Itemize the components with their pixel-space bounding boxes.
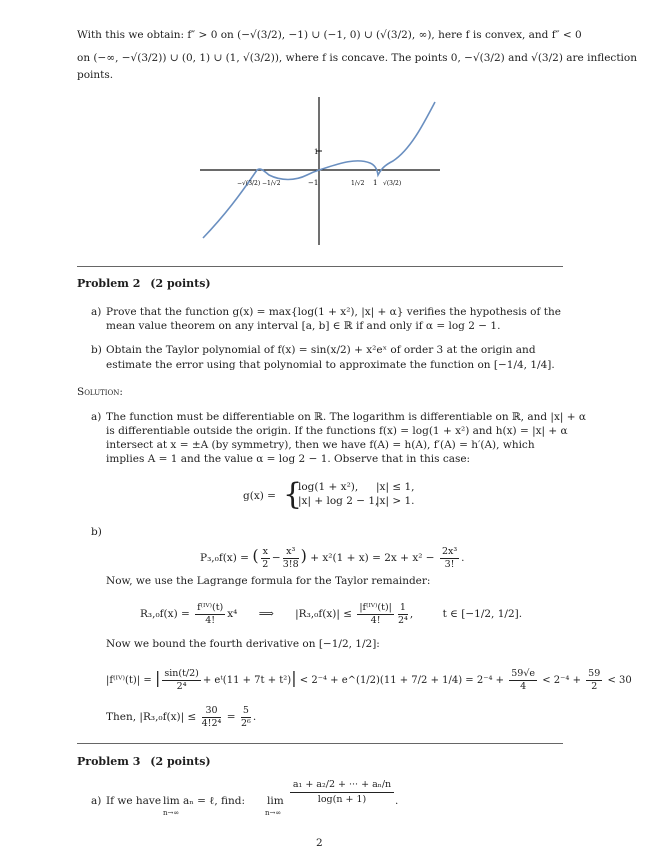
bound-intro: Now we bound the fourth derivative on [−1/2, 1/2]:: [106, 638, 380, 650]
g-case2: |x| + log 2 − 1,: [298, 495, 379, 507]
problem2-a-line1: Prove that the function g(x) = max{log(1 + x²), |x| + α} verifies the hypothesis of the: [106, 306, 561, 318]
problem2-title: Problem 2: [77, 277, 141, 290]
frac-3f8: 3!8: [282, 558, 299, 570]
then-5: 5: [242, 704, 249, 716]
bound-mid: + eᵗ(11 + 7t + t²): [202, 675, 292, 686]
then-text: Then, |R₃,₀f(x)| ≤: [106, 711, 197, 723]
problem3-a-label: a): [91, 795, 102, 807]
implies-arrow: ⟹: [258, 608, 274, 620]
g-cond2: |x| > 1.: [376, 495, 415, 507]
problem3-num: a₁ + a₂/2 + ··· + aₙ/n: [290, 778, 394, 793]
tick-label-pos-sqrt: √(3/2): [383, 180, 402, 187]
problem2-a-label: a): [91, 306, 102, 318]
tick-label-pos-inv: 1/√2: [351, 180, 365, 187]
g-case1: log(1 + x²),: [298, 481, 359, 493]
problem3-lim1-sub: n→∞: [163, 809, 180, 817]
tick-label-neg-inv: −1/√2: [262, 180, 281, 187]
remainder-24: 2⁴: [397, 614, 408, 626]
bound-lt2: < 2⁻⁴ +: [542, 675, 581, 686]
section-divider: [77, 266, 563, 267]
problem3-heading: [77, 755, 211, 769]
tick-label-y1: 1: [314, 148, 319, 156]
frac-x3: x³: [283, 546, 299, 559]
g-lhs: g(x) =: [243, 490, 276, 502]
function-graph: [195, 95, 445, 250]
taylor-mid: + x²(1 + x) = 2x + x² −: [310, 552, 435, 564]
tick-label-x1: 1: [373, 179, 378, 187]
solution-b-label: b): [91, 526, 102, 538]
solution-a-line4: implies A = 1 and the value α = log 2 − 1. Observe that in this case:: [106, 453, 471, 465]
tick-label-xneg1: −1: [308, 179, 319, 187]
remainder-interval: t ∈ [−1/2, 1/2].: [442, 608, 523, 620]
frac-2: 2: [262, 558, 269, 570]
remainder-lhs: R₃,₀f(x) =: [140, 608, 190, 620]
bound-lt: < 2⁻⁴ + e^(1/2)(11 + 7/2 + 1/4) = 2⁻⁴ +: [299, 675, 505, 686]
derivative-bound: |f⁽ᴵⱽ⁾(t)| = | $\frac{\sin(t/2)}{\text{2⁴}}$ + eᵗ(11 + 7t + t²)| < 2⁻⁴ + e^(1/2)(11 + 7/2 + 1/4) = 2⁻⁴ + $\frac{59√e}{4}$ < 2⁻⁴ + $\frac{59}{2}$ < 30: [106, 668, 632, 692]
problem2-points: (2 points): [150, 277, 211, 290]
frac-x: x: [262, 545, 268, 557]
problem3-lim1: lim aₙ = ℓ, find:: [163, 795, 246, 807]
remainder-den: 4!: [205, 614, 216, 626]
problem3-points: (2 points): [150, 755, 211, 768]
g-brace: {: [283, 477, 303, 512]
intro-line-1: With this we obtain: f″ > 0 on (−√(3/2), −1) ∪ (−1, 0) ∪ (√(3/2), ∞), here f is convex, and f″ < 0: [77, 29, 582, 41]
taylor-lhs: P₃,₀f(x) =: [200, 552, 249, 564]
then-dot: .: [252, 711, 257, 723]
problem2-heading: [77, 277, 211, 291]
tick-label-neg-sqrt: −√(3/2): [237, 180, 261, 187]
then-26: 2⁶: [240, 717, 251, 729]
bound-24: 2⁴: [176, 681, 187, 692]
problem2-b-line2: estimate the error using that polynomial to approximate the function on [−1/4, 1/4].: [106, 359, 555, 371]
solution-heading: Solution:: [77, 386, 123, 398]
remainder-abs: |R₃,₀f(x)| ≤: [295, 608, 353, 620]
solution-a-line2: is differentiable outside the origin. If the functions f(x) = log(1 + x²) and h(x) = |x| + α: [106, 425, 568, 437]
final-bound: [106, 702, 256, 732]
bound-59: 59: [588, 668, 601, 679]
solution-a-label: a): [91, 411, 102, 423]
lagrange-intro: Now, we use the Lagrange formula for the Taylor remainder:: [106, 575, 431, 587]
then-den: 4!2⁴: [201, 717, 222, 729]
intro-line-2: on (−∞, −√(3/2)) ∪ (0, 1) ∪ (1, √(3/2)), where f is concave. The points 0, −√(3/2) and √(3/2) are inflection: [77, 52, 637, 64]
then-eq: =: [226, 711, 236, 723]
problem3-a-text: If we have: [106, 795, 162, 807]
bound-sin: sin(t/2): [164, 668, 199, 679]
problem3-title: Problem 3: [77, 755, 141, 768]
solution-a-line1: The function must be differentiable on ℝ. The logarithm is differentiable on ℝ, and |x| + α: [106, 411, 586, 423]
bound-4: 4: [520, 681, 527, 692]
then-30: 30: [202, 705, 222, 718]
problem2-a-line2: mean value theorem on any interval [a, b] ∈ ℝ if and only if α = log 2 − 1.: [106, 320, 501, 332]
problem2-b-line1: Obtain the Taylor polynomial of f(x) = sin(x/2) + x²eˣ of order 3 at the origin and: [106, 344, 536, 356]
remainder-x4: x⁴: [227, 608, 238, 620]
g-cond1: |x| ≤ 1,: [376, 481, 415, 493]
remainder-num: f⁽ᴵⱽ⁾(t): [197, 601, 224, 613]
problem3-lim2-sub: n→∞: [265, 809, 282, 817]
solution-a-line3: intersect at x = ±A (by symmetry), then we have f(A) = h(A), f′(A) = h′(A), which: [106, 439, 535, 451]
page-number: 2: [316, 837, 323, 849]
problem3-dot: .: [395, 795, 399, 807]
taylor-polynomial: P₃,₀f(x) = ( $\frac{x}{2}$ − $\frac{\text{x³}}{3!8}$ ) + x²(1 + x) = 2x + x² − $\frac{\text{2x³}}{3!}$ .: [200, 545, 465, 570]
section-divider-2: [77, 743, 563, 744]
bound-lhs: |f⁽ᴵⱽ⁾(t)| =: [106, 675, 152, 686]
problem3-lim2: lim: [267, 795, 284, 807]
remainder-one: 1: [399, 601, 406, 613]
intro-line-3: points.: [77, 69, 114, 81]
frac-3f: 3!: [444, 558, 455, 570]
problem3-fraction: [290, 778, 394, 807]
frac-2x3: 2x³: [441, 545, 458, 557]
problem3-den: log(n + 1): [317, 794, 367, 805]
bound-2: 2: [591, 681, 598, 692]
remainder-den2: 4!: [370, 614, 381, 626]
remainder-num2: |f⁽ᴵⱽ⁾(t)|: [359, 601, 392, 613]
remainder-formula: R₃,₀f(x) = $\frac{\text{f⁽ᴵⱽ⁾(t)}}{4!}$ x⁴ ⟹ |R₃,₀f(x)| ≤ $\frac{\text{|f⁽ᴵⱽ⁾(t)|}}{4!}$ $\frac{1}{\text{2⁴}}$ , t ∈ [−1/2, 1/2].: [140, 601, 523, 626]
problem2-b-label: b): [91, 344, 102, 356]
bound-end: < 30: [607, 675, 632, 686]
bound-59e: 59√e: [511, 668, 536, 679]
